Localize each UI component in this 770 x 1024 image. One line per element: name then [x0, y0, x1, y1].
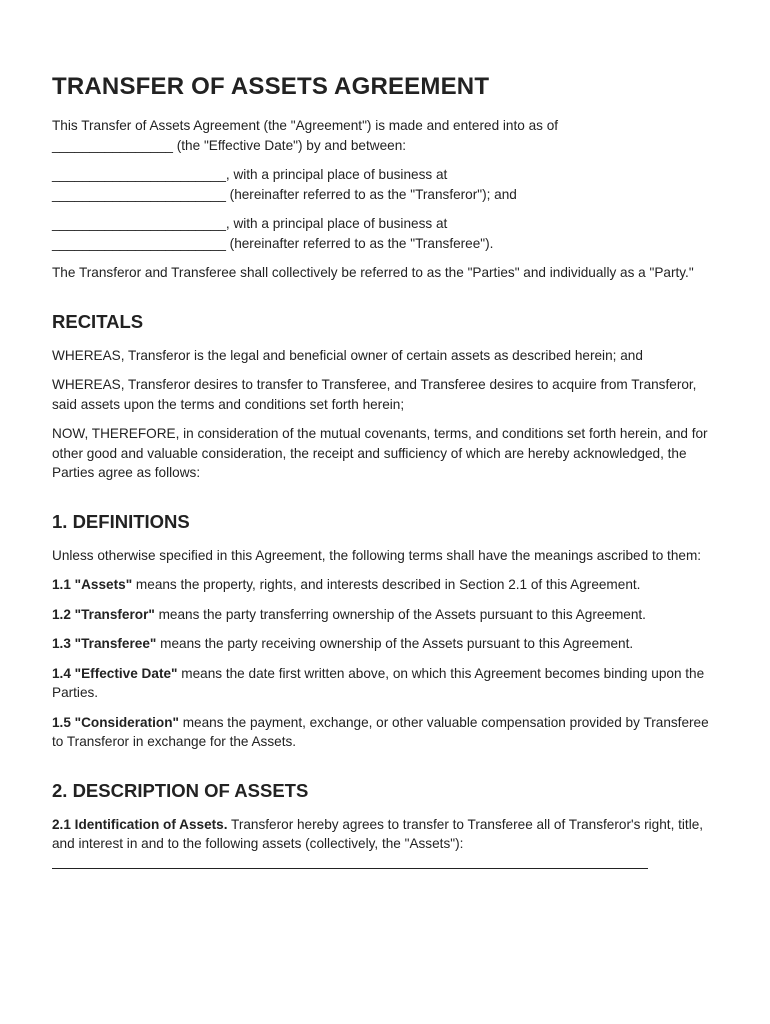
definitions-heading: 1. DEFINITIONS [52, 510, 190, 532]
definition-text: means the party transferring ownership of the Assets pursuant to this Agreement. [154, 606, 646, 622]
recital-whereas-2: WHEREAS, Transferor desires to transfer to Transferee, and Transferee desires to acquire from Transferor, said assets upon the terms and conditions set forth herein; [52, 377, 697, 412]
recital-now-therefore: NOW, THEREFORE, in consideration of the mutual covenants, terms, and conditions set forth herein, and for other good and valuable consideration, the receipt and sufficiency of which are hereby acknowledged, the Parties agree as follows: [52, 426, 708, 480]
definition-term: 1.4 "Effective Date" [52, 665, 178, 681]
definition-text: means the payment, exchange, or other valuable compensation provided by Transferee to Transferor in exchange for the Assets. [52, 714, 709, 749]
transferee-line-2: _______________________ (hereinafter referred to as the "Transferee"). [52, 235, 494, 251]
asset-identification-paragraph [52, 815, 718, 854]
definitions-intro: Unless otherwise specified in this Agreement, the following terms shall have the meanings ascribed to them: [52, 547, 702, 563]
intro-paragraph [52, 116, 718, 155]
asset-identification-term: 2.1 Identification of Assets. [52, 816, 228, 832]
transferor-line-1: _______________________, with a principal place of business at [52, 167, 448, 182]
definition-term: 1.5 "Consideration" [52, 714, 179, 730]
definition-item [52, 634, 718, 654]
definition-item [52, 713, 718, 752]
recitals-heading: RECITALS [52, 310, 144, 332]
intro-line-2: ________________ (the "Effective Date") by and between: [52, 137, 407, 153]
transferee-line-1: _______________________, with a principal place of business at [52, 216, 448, 231]
definition-text: means the party receiving ownership of the Assets pursuant to this Agreement. [156, 636, 634, 651]
definition-text: means the date first written above, on which this Agreement becomes binding upon the Parties. [52, 665, 705, 700]
transferor-line-2: _______________________ (hereinafter referred to as the "Transferor"); and [52, 186, 517, 202]
description-heading: 2. DESCRIPTION OF ASSETS [52, 779, 309, 801]
asset-identification-text: Transferor hereby agrees to transfer to Transferee all of Transferor's right, title, and interest in and to the following assets (collectively, the "Assets"): [52, 816, 704, 851]
parties-paragraph: The Transferor and Transferee shall collectively be referred to as the "Parties" and individually as a "Party." [52, 265, 694, 280]
definition-item [52, 575, 718, 595]
transferee-paragraph [52, 214, 718, 253]
definition-term: 1.2 "Transferor" [52, 606, 155, 622]
transferor-paragraph [52, 165, 718, 204]
intro-line-1: This Transfer of Assets Agreement (the "Agreement") is made and entered into as of [52, 118, 559, 133]
definition-text: means the property, rights, and interests described in Section 2.1 of this Agreement. [132, 577, 641, 592]
recital-whereas-1: WHEREAS, Transferor is the legal and beneficial owner of certain assets as described herein; and [52, 347, 643, 363]
asset-blank-line [52, 868, 648, 869]
definition-item [52, 664, 718, 703]
definition-item [52, 605, 718, 625]
document-title: TRANSFER OF ASSETS AGREEMENT [52, 73, 490, 100]
definition-term: 1.1 "Assets" [52, 577, 133, 592]
definition-term: 1.3 "Transferee" [52, 636, 157, 651]
